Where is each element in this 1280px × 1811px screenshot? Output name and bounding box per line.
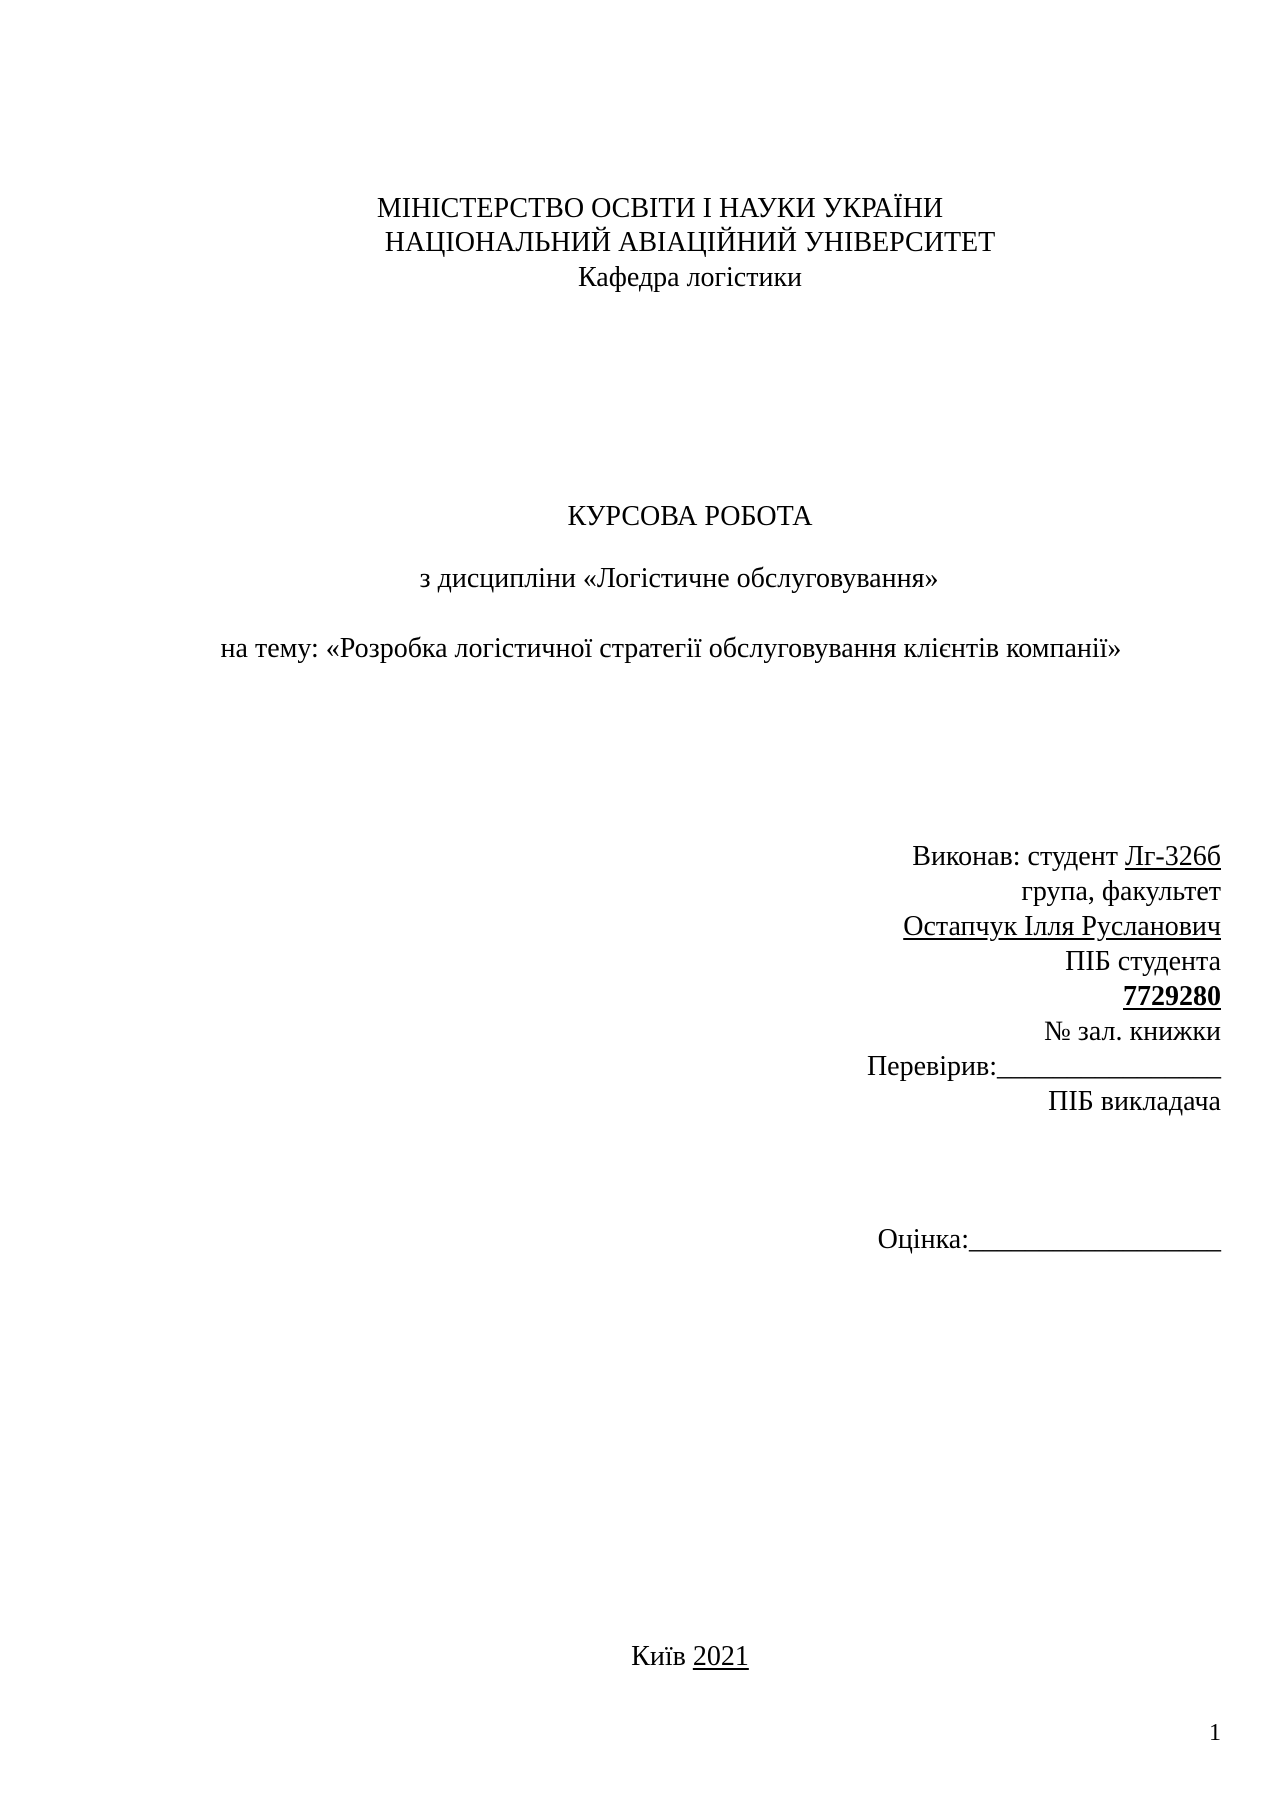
record-book-line (1123, 980, 1221, 1014)
record-book-number: 7729280 (1123, 981, 1221, 1012)
student-name-line (903, 910, 1221, 944)
group-caption-text: група, факультет (1021, 876, 1221, 907)
discipline-line (0, 562, 1280, 596)
ministry-text: МІНІСТЕРСТВО ОСВІТИ І НАУКИ УКРАЇНИ (376, 193, 944, 224)
student-name-caption (1065, 945, 1221, 979)
topic-text: на тему: «Розробка логістичної стратегії обслуговування клієнтів компанії» (220, 633, 1122, 664)
grade-label: Оцінка:__________________ (877, 1224, 1221, 1255)
department-text: Кафедра логістики (577, 262, 803, 293)
teacher-caption-text: ПІБ викладача (1048, 1086, 1221, 1117)
student-name-caption-text: ПІБ студента (1065, 946, 1221, 977)
teacher-caption (1048, 1085, 1221, 1119)
record-book-caption-text: № зал. книжки (1044, 1016, 1221, 1047)
year-text: 2021 (692, 1641, 749, 1672)
page-number (1209, 1716, 1221, 1750)
work-type-title (0, 500, 1280, 534)
record-book-caption (1044, 1015, 1221, 1049)
university-text: НАЦІОНАЛЬНИЙ АВІАЦІЙНИЙ УНІВЕРСИТЕТ (384, 227, 996, 258)
department-heading (0, 261, 1280, 295)
page-number-text: 1 (1209, 1720, 1221, 1746)
performed-label: Виконав: студент (912, 841, 1125, 872)
topic-line (0, 632, 1280, 666)
city-year-line (0, 1640, 1280, 1674)
group-value: Лг-326б (1124, 841, 1221, 872)
grade-line (878, 1223, 1221, 1257)
student-name: Остапчук Ілля Русланович (903, 911, 1221, 942)
checked-label: Перевірив:________________ (866, 1051, 1221, 1082)
university-heading (0, 226, 1280, 260)
group-caption (1021, 875, 1221, 909)
discipline-text: з дисципліни «Логістичне обслуговування» (419, 563, 939, 594)
ministry-heading (0, 192, 1280, 226)
work-type-text: КУРСОВА РОБОТА (567, 501, 813, 532)
city-text: Київ (631, 1641, 693, 1672)
performed-by-line (912, 840, 1221, 874)
checked-by-line (867, 1050, 1221, 1084)
